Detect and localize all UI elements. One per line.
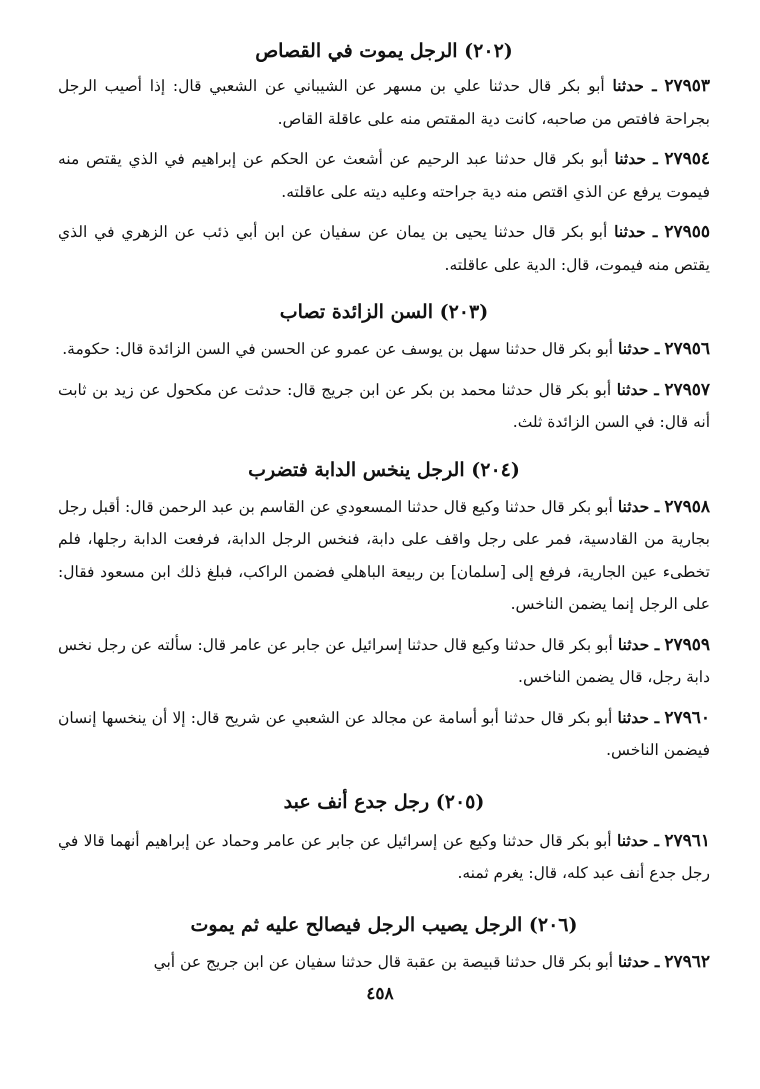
hadith-text: أبو بكر قال حدثنا عبد الرحيم عن أشعث عن الحكم عن إبراهيم في الذي يقتص منه فيموت يرفع عن الذي اقتص منه دية جراحته وعليه ديته على عاقلته.	[58, 150, 710, 201]
hadith-number: ٢٧٩٥٦	[664, 339, 710, 359]
hadith-prefix: ـ حدثنا	[617, 496, 660, 516]
hadith-prefix: ـ حدثنا	[618, 951, 660, 971]
hadith-text: أبو بكر قال حدثنا يحيى بن يمان عن سفيان عن ابن أبي ذئب عن الزهري في الذي يقتص منه فيموت، قال: الدية على عاقلته.	[58, 223, 710, 274]
hadith-prefix: ـ حدثنا	[614, 149, 658, 168]
section-heading: (٢٠٦) الرجل يصيب الرجل فيصالح عليه ثم يموت	[190, 913, 578, 936]
hadith-prefix: ـ حدثنا	[612, 76, 657, 95]
hadith-entry	[58, 702, 710, 767]
hadith-prefix: ـ حدثنا	[618, 339, 660, 358]
hadith-number: ٢٧٩٥٤	[664, 149, 710, 169]
section-heading: (٢٠٣) السن الزائدة تصاب	[279, 301, 489, 323]
hadith-prefix: ـ حدثنا	[617, 707, 660, 727]
hadith-text: أبو بكر قال حدثنا أبو أسامة عن مجالد عن الشعبي عن شريح قال: إلا أن ينخسها إنسان فيضمن الناخس.	[58, 708, 710, 759]
hadith-number: ٢٧٩٥٣	[664, 76, 710, 96]
hadith-prefix: ـ حدثنا	[614, 222, 658, 241]
hadith-prefix: ـ حدثنا	[616, 379, 659, 399]
hadith-entry	[58, 216, 710, 281]
hadith-text: أبو بكر قال حدثنا وكيع قال حدثنا المسعودي عن القاسم بن عبد الرحمن قال: أقبل رجل بجارية من القادسية، فمر على رجل واقف على دابة، فنخس الرجل الدابة، فرفعت الدابة رجلها، فلم تخطىء عين الجارية، فرفع إلى [سلمان] بن ربيعة الباهلي فضمن الراكب، فبلغ ذلك ابن مسعود فقال: على الرجل إنما يضمن الناخس.	[58, 497, 710, 613]
page-number: ٤٥٨	[366, 984, 394, 1004]
hadith-prefix: ـ حدثنا	[617, 830, 659, 850]
hadith-text: أبو بكر قال حدثنا قبيصة بن عقبة قال حدثنا سفيان عن ابن جريج عن أبي	[153, 952, 614, 971]
section-heading: (٢٠٤) الرجل ينخس الدابة فتضرب	[248, 458, 520, 481]
hadith-text: أبو بكر قال حدثنا محمد بن بكر عن ابن جريج قال: حدثت عن مكحول عن زيد بن ثابت أنه قال: في السن الزائدة ثلث.	[58, 380, 710, 431]
page-body	[58, 36, 710, 978]
hadith-entry	[58, 946, 710, 979]
hadith-entry	[58, 143, 710, 208]
hadith-entry	[58, 70, 710, 135]
hadith-prefix: ـ حدثنا	[617, 634, 660, 654]
hadith-number: ٢٧٩٥٨	[664, 496, 710, 517]
hadith-entry	[58, 629, 710, 694]
hadith-number: ٢٧٩٦٢	[664, 951, 710, 972]
hadith-text: أبو بكر قال حدثنا سهل بن يوسف عن عمرو عن الحسن في السن الزائدة قال: حكومة.	[62, 340, 614, 358]
hadith-number: ٢٧٩٥٧	[664, 379, 710, 400]
hadith-entry	[58, 333, 710, 366]
hadith-number: ٢٧٩٦٠	[664, 707, 710, 728]
hadith-text: أبو بكر قال حدثنا وكيع قال حدثنا إسرائيل عن جابر عن عامر قال: سألته عن رجل نخس دابة رجل، قال يضمن الناخس.	[58, 635, 710, 686]
hadith-number: ٢٧٩٥٩	[664, 634, 710, 655]
hadith-entry	[58, 825, 710, 890]
hadith-text: أبو بكر قال حدثنا علي بن مسهر عن الشيباني عن الشعبي قال: إذا أصيب الرجل بجراحة فافتص من صاحبه، كانت دية المقتص منه على عاقلة القاص.	[58, 77, 710, 128]
section-heading: (٢٠٢) الرجل يموت في القصاص	[255, 40, 513, 62]
hadith-entry	[58, 491, 710, 621]
hadith-number: ٢٧٩٥٥	[664, 222, 711, 242]
hadith-number: ٢٧٩٦١	[664, 830, 710, 851]
hadith-entry	[58, 374, 710, 439]
section-heading: (٢٠٥) رجل جدع أنف عبد	[283, 790, 485, 813]
hadith-text: أبو بكر قال حدثنا وكيع عن إسرائيل عن جابر عن عامر وحماد عن إبراهيم أنهما قالا في رجل جدع أنف عبد كله، قال: يغرم ثمنه.	[58, 831, 710, 882]
